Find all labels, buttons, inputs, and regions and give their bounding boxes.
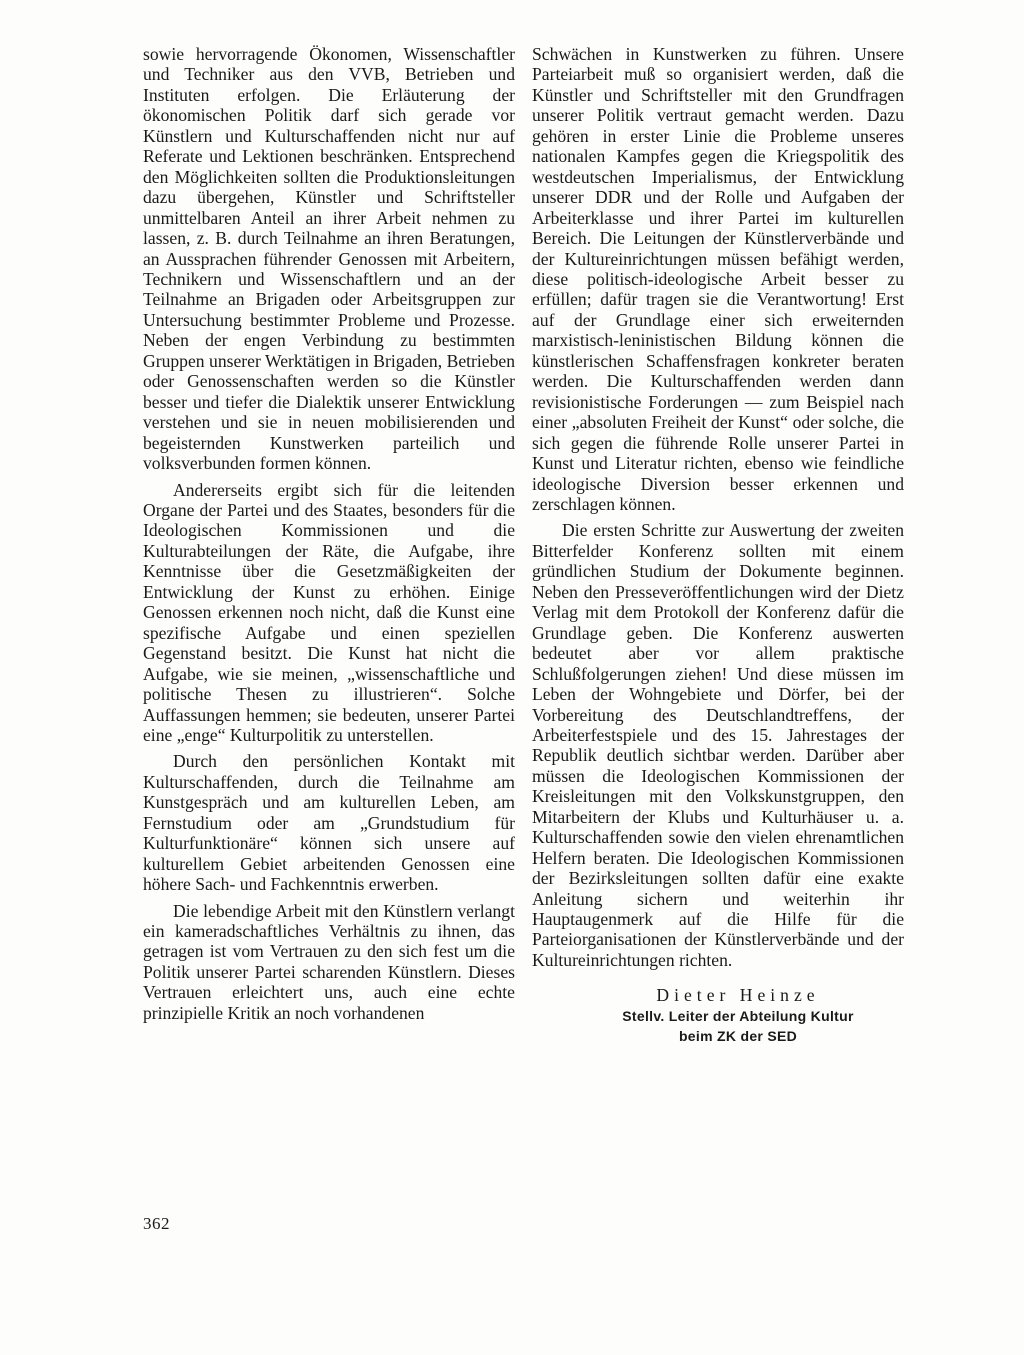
paragraph: sowie hervorragende Ökonomen, Wissenschaftler und Techniker aus den VVB, Betrieben und Instituten erfolgen. Die Erläuterung der ökonomischen Politik darf sich gerade vor Künstlern und Kulturschaffenden nicht nur auf Referate und Lektionen beschränken. Entsprechend den Möglichkeiten sollten die Produktionsleitungen dazu übergehen, Künstler und Schriftsteller unmittelbaren Anteil an ihrer Arbeit nehmen zu lassen, z. B. durch Teilnahme an ihren Beratungen, an Aussprachen führender Genossen mit Arbeitern, Technikern und Wissenschaftlern und an der Teilnahme an Brigaden oder Arbeitsgruppen zur Untersuchung bestimmter Probleme und Prozesse. Neben der engen Verbindung zu bestimmten Gruppen unserer Werktätigen in Brigaden, Betrieben oder Genossenschaften werden so die Künstler besser und tiefer die Dialektik unserer Entwicklung verstehen und sie in neuen mobilisierenden und begeisternden Kunstwerken parteilich und volksverbunden formen können. <box>143 44 515 474</box>
author-role: Stellv. Leiter der Abteilung Kultur <box>622 1008 854 1025</box>
paragraph: Die ersten Schritte zur Auswertung der zweiten Bitterfelder Konferenz sollten mit einem gründlichen Studium der Dokumente beginnen. Neben den Presseveröffentlichungen wird der Dietz Verlag mit dem Protokoll der Konferenz dafür die Grundlage geben. Die Konferenz auswerten bedeutet aber vor allem praktische Schlußfolgerungen ziehen! Und diese müssen im Leben der Wohngebiete und Dörfer, bei der Vorbereitung des Deutschlandtreffens, der Arbeiterfestspiele und des 15. Jahrestages der Republik deutlich sichtbar werden. Darüber aber müssen die Ideologischen Kommissionen der Kreisleitungen mit den Volkskunstgruppen, den Mitarbeitern der Klubs und Kulturhäuser u. a. Kulturschaffenden sowie den vielen ehrenamtlichen Helfern beraten. Die Ideologischen Kommissionen der Bezirksleitungen sollten dafür eine exakte Anleitung sichern und weiterhin ihr Hauptaugenmerk auf die Hilfe für die Parteiorganisationen der Künstlerverbände und der Kultureinrichtungen richten. <box>532 520 904 970</box>
paragraph: Die lebendige Arbeit mit den Künstlern verlangt ein kameradschaftliches Verhältnis zu ihnen, das getragen ist vom Vertrauen zu den sich fest um die Politik unserer Partei scharenden Künstlern. Dieses Vertrauen erleichtert uns, auch eine echte prinzipielle Kritik an noch vorhandenen <box>143 900 515 1023</box>
paragraph: Andererseits ergibt sich für die leitenden Organe der Partei und des Staates, besonders für die Ideologischen Kommissionen und die Kulturabteilungen der Räte, die Aufgabe, ihre Kenntnisse über die Gesetzmäßigkeiten der Entwicklung der Kunst zu erhöhen. Einige Genossen erkennen noch nicht, daß die Kunst eine spezifische Aufgabe und einen speziellen Gegenstand besitzt. Die Kunst hat nicht die Aufgabe, wie sie meinen, „wissenschaftliche und politische Thesen zu illustrieren“. Solche Auffassungen hemmen; sie bedeuten, unserer Partei eine „enge“ Kulturpolitik zu unterstellen. <box>143 479 515 745</box>
paragraph: Durch den persönlichen Kontakt mit Kulturschaffenden, durch die Teilnahme am Kunstgespräch und am kulturellen Leben, am Fernstudium oder am „Grundstudium für Kulturfunktionäre“ können sich unsere auf kulturellem Gebiet arbeitenden Genossen eine höhere Sach- und Fachkenntnis erwerben. <box>143 751 515 895</box>
author-organization: beim ZK der SED <box>678 1028 798 1045</box>
left-column <box>143 44 515 1023</box>
paragraph: Schwächen in Kunstwerken zu führen. Unsere Parteiarbeit muß so organisiert werden, daß die Künstler und Schriftsteller mit den Grundfragen unserer Politik vertraut gemacht werden. Dazu gehören in erster Linie die Probleme unseres nationalen Kampfes gegen die Kriegspolitik des westdeutschen Imperialismus, der Entwicklung unserer DDR und der Rolle und Aufgaben der Arbeiterklasse und ihrer Partei im kulturellen Bereich. Die Leitungen der Künstlerverbände und der Kultureinrichtungen müssen befähigt werden, diese politisch-ideologische Arbeit besser zu erfüllen; dafür tragen sie die Verantwortung! Erst auf der Grundlage einer sich erweiternden marxistisch-leninistischen Bildung können die künstlerischen Schaffensfragen konkreter beraten werden. Die Kulturschaffenden werden dann revisionistische Forderungen — zum Beispiel nach einer „absoluten Freiheit der Kunst“ oder solche, die sich gegen die führende Rolle unserer Partei in Kunst und Literatur richten, ebenso wie feindliche ideologische Diversion besser erkennen und zerschlagen können. <box>532 44 904 514</box>
signature-block <box>532 984 904 1046</box>
page-number: 362 <box>143 1214 170 1233</box>
author-name: Dieter Heinze <box>656 985 820 1006</box>
right-column <box>532 44 904 1046</box>
